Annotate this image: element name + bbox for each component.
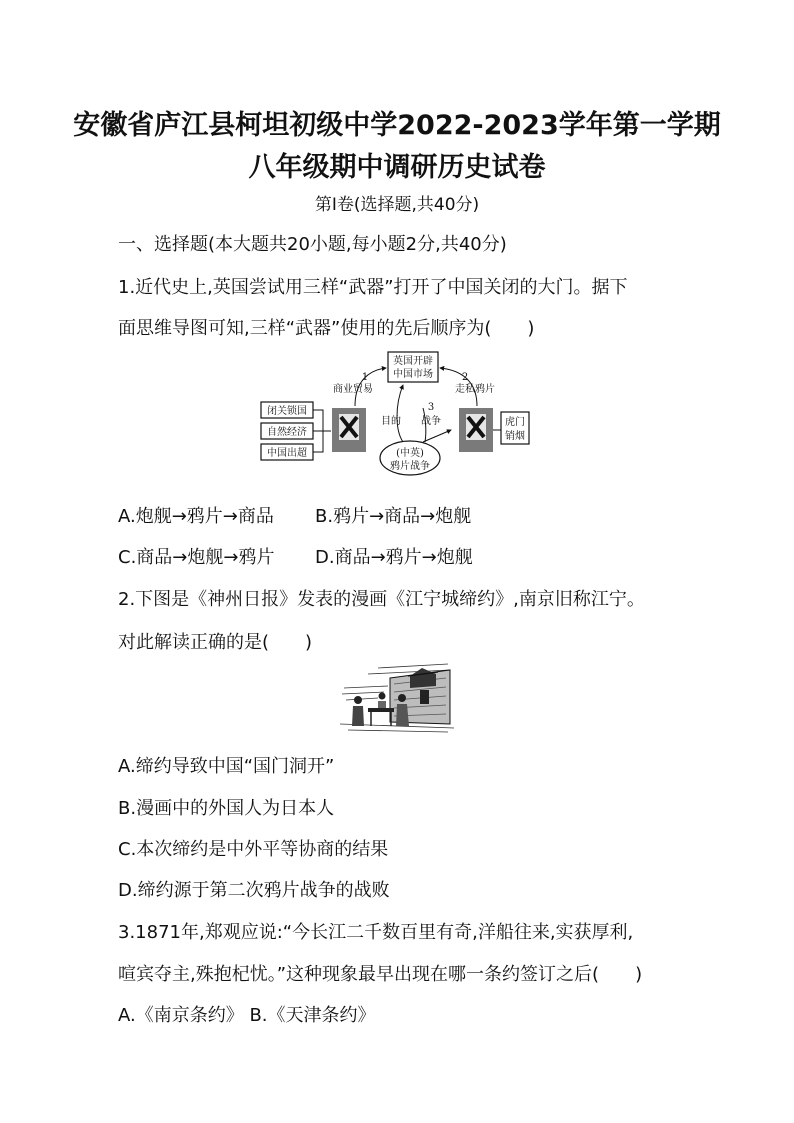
q2-option-c: C.本次缔约是中外平等协商的结果: [118, 839, 389, 860]
q1-oval-line2: 鸦片战争: [390, 461, 430, 472]
q1-left-box-2-text: 自然经济: [267, 427, 307, 438]
paper-part-label: 第Ⅰ卷(选择题,共40分): [314, 195, 480, 215]
q2-stem-line1: 2.下图是《神州日报》发表的漫画《江宁城缔约》,南京旧称江宁。: [118, 589, 645, 610]
q1-stem-line1: 1.近代史上,英国尝试用三样“武器”打开了中国关闭的大门。据下: [118, 277, 628, 298]
q1-left-block-icon: [332, 408, 366, 452]
q3-stem-line2: 喧宾夺主,殊抱杞忧。”这种现象最早出现在哪一条约签订之后( ): [118, 964, 643, 985]
q1-option-a: A.炮舰→鸦片→商品: [118, 506, 274, 527]
q1-oval-line1: (中英): [396, 448, 424, 459]
q1-option-b: B.鸦片→商品→炮舰: [315, 506, 472, 527]
q3-stem-line1: 3.1871年,郑观应说:“今长江二千数百里有奇,洋船往来,实获厚利,: [118, 922, 634, 943]
q1-label-purpose: 目的: [381, 416, 401, 427]
q2-cartoon-illustration: [338, 662, 456, 734]
q1-left-box-3-text: 中国出超: [267, 448, 307, 459]
section-heading: 一、选择题(本大题共20小题,每小题2分,共40分): [118, 234, 507, 255]
q1-top-box-line2: 中国市场: [393, 369, 433, 380]
exam-title-line1: 安徽省庐江县柯坦初级中学2022-2023学年第一学期: [73, 110, 721, 141]
q1-top-box-line1: 英国开辟: [393, 356, 433, 367]
q3-options-ab: A.《南京条约》 B.《天津条约》: [118, 1005, 376, 1026]
q1-label-3-text: 战争: [421, 416, 441, 427]
q1-label-1-text: 商业贸易: [333, 384, 373, 395]
q2-stem-line2: 对此解读正确的是( ): [118, 632, 313, 653]
q1-right-box-line2: 销烟: [505, 431, 525, 442]
q2-option-a: A.缔约导致中国“国门洞开”: [118, 756, 335, 777]
q1-mind-map-diagram: [255, 350, 535, 480]
q1-label-1-num: 1: [361, 372, 369, 383]
exam-title-line2: 八年级期中调研历史试卷: [248, 152, 546, 183]
q1-right-block-icon: [459, 408, 493, 452]
q1-option-d: D.商品→鸦片→炮舰: [315, 547, 473, 568]
q2-option-b: B.漫画中的外国人为日本人: [118, 798, 335, 819]
q2-option-d: D.缔约源于第二次鸦片战争的战败: [118, 880, 390, 901]
q1-left-box-1-text: 闭关锁国: [267, 406, 307, 417]
q1-label-3-num: 3: [427, 402, 435, 413]
q1-label-2-num: 2: [461, 372, 469, 383]
q1-label-2-text: 走私鸦片: [455, 384, 495, 395]
q1-option-c: C.商品→炮舰→鸦片: [118, 547, 275, 568]
q1-stem-line2: 面思维导图可知,三样“武器”使用的先后顺序为( ): [118, 318, 535, 339]
q1-right-box-line1: 虎门: [505, 417, 525, 428]
